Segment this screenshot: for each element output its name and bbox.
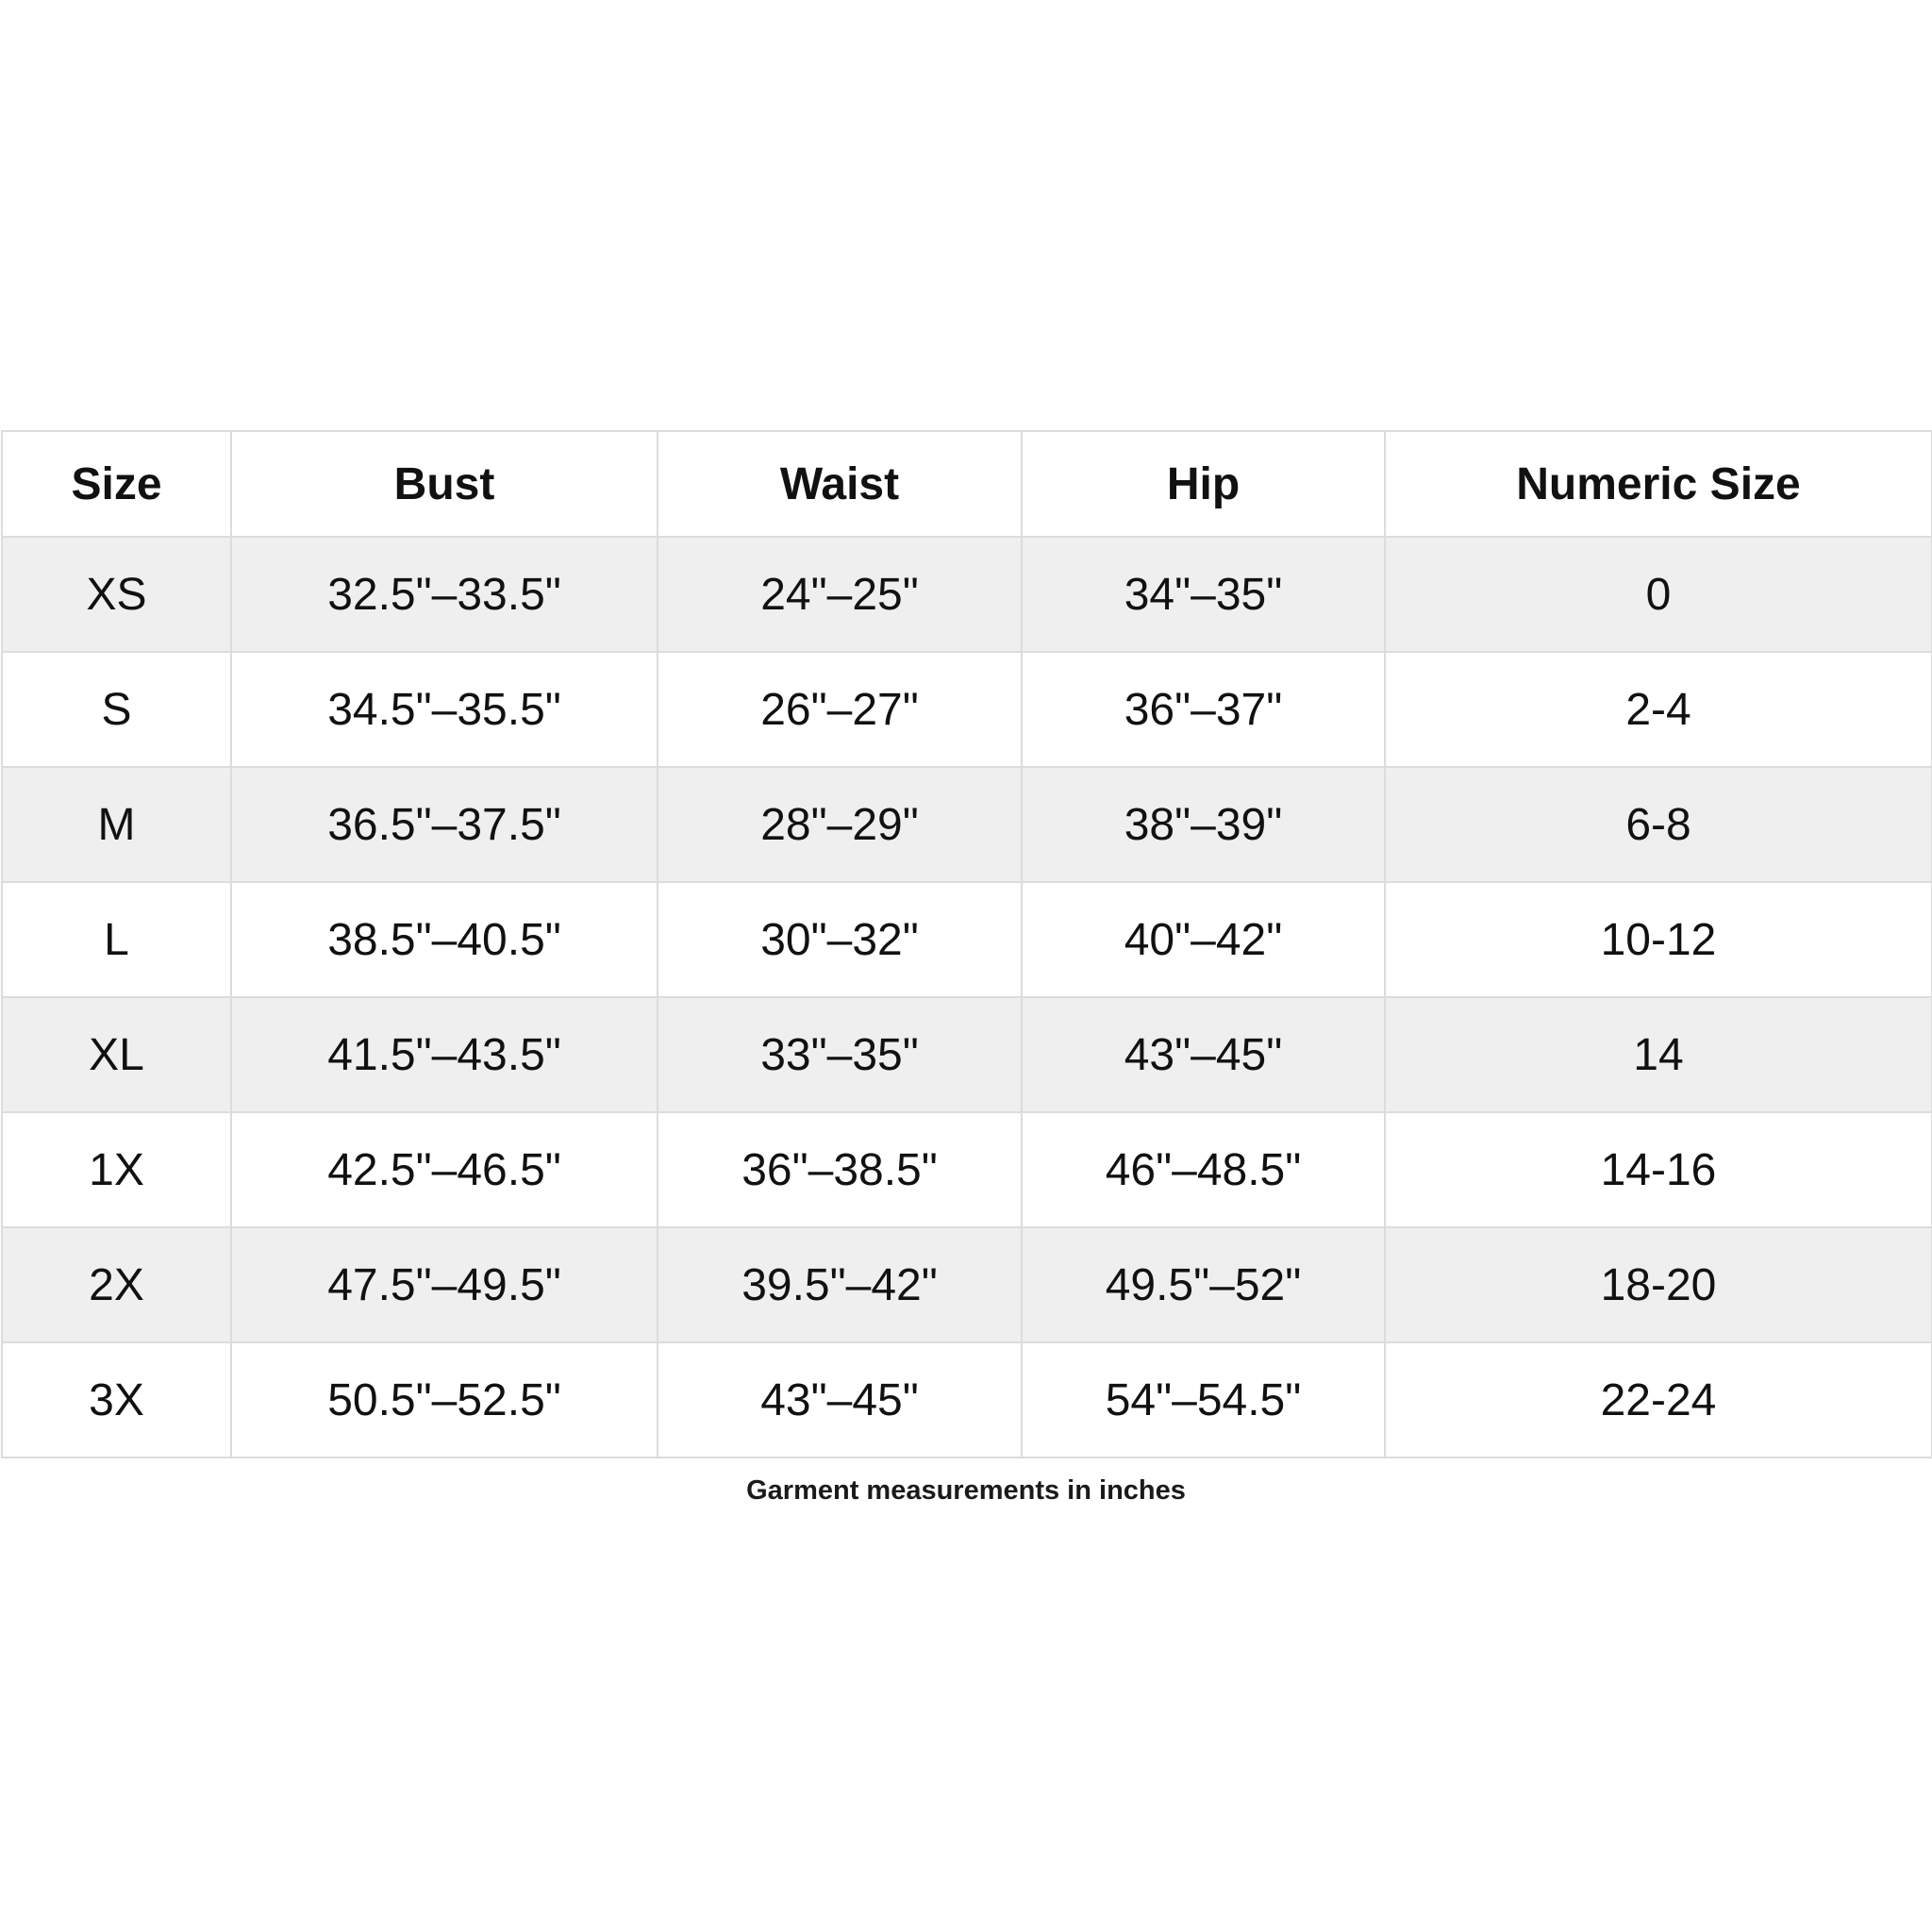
- table-row: [2, 1112, 1932, 1227]
- cell-size: M: [2, 767, 231, 882]
- cell-size: 2X: [2, 1227, 231, 1342]
- cell-bust: 47.5"–49.5": [231, 1227, 658, 1342]
- cell-waist: 33"–35": [658, 997, 1022, 1112]
- cell-hip: 49.5"–52": [1022, 1227, 1385, 1342]
- cell-size: S: [2, 652, 231, 767]
- cell-bust: 41.5"–43.5": [231, 997, 658, 1112]
- cell-hip: 34"–35": [1022, 537, 1385, 652]
- cell-hip: 46"–48.5": [1022, 1112, 1385, 1227]
- cell-numeric-size: 2-4: [1385, 652, 1932, 767]
- table-row: [2, 537, 1932, 652]
- cell-waist: 30"–32": [658, 882, 1022, 997]
- cell-waist: 26"–27": [658, 652, 1022, 767]
- cell-size: XS: [2, 537, 231, 652]
- cell-size: L: [2, 882, 231, 997]
- cell-bust: 32.5"–33.5": [231, 537, 658, 652]
- cell-hip: 38"–39": [1022, 767, 1385, 882]
- table-row: [2, 652, 1932, 767]
- cell-numeric-size: 14-16: [1385, 1112, 1932, 1227]
- table-row: [2, 1342, 1932, 1457]
- cell-bust: 34.5"–35.5": [231, 652, 658, 767]
- cell-size: XL: [2, 997, 231, 1112]
- table-row: [2, 882, 1932, 997]
- cell-hip: 43"–45": [1022, 997, 1385, 1112]
- header-waist: Waist: [658, 431, 1022, 537]
- table-row: [2, 767, 1932, 882]
- cell-bust: 50.5"–52.5": [231, 1342, 658, 1457]
- header-numeric-size: Numeric Size: [1385, 431, 1932, 537]
- cell-numeric-size: 10-12: [1385, 882, 1932, 997]
- cell-waist: 39.5"–42": [658, 1227, 1022, 1342]
- size-chart: [0, 430, 1932, 1507]
- cell-numeric-size: 6-8: [1385, 767, 1932, 882]
- cell-size: 3X: [2, 1342, 231, 1457]
- cell-size: 1X: [2, 1112, 231, 1227]
- cell-bust: 36.5"–37.5": [231, 767, 658, 882]
- header-row: [2, 431, 1932, 537]
- cell-waist: 43"–45": [658, 1342, 1022, 1457]
- cell-waist: 28"–29": [658, 767, 1022, 882]
- cell-numeric-size: 0: [1385, 537, 1932, 652]
- header-hip: Hip: [1022, 431, 1385, 537]
- cell-numeric-size: 22-24: [1385, 1342, 1932, 1457]
- table-row: [2, 1227, 1932, 1342]
- measurement-caption: Garment measurements in inches: [746, 1475, 1186, 1506]
- cell-numeric-size: 18-20: [1385, 1227, 1932, 1342]
- table-row: [2, 997, 1932, 1112]
- cell-waist: 24"–25": [658, 537, 1022, 652]
- cell-hip: 54"–54.5": [1022, 1342, 1385, 1457]
- header-size: Size: [2, 431, 231, 537]
- cell-bust: 38.5"–40.5": [231, 882, 658, 997]
- size-table: [1, 430, 1932, 1458]
- cell-bust: 42.5"–46.5": [231, 1112, 658, 1227]
- cell-waist: 36"–38.5": [658, 1112, 1022, 1227]
- cell-hip: 36"–37": [1022, 652, 1385, 767]
- header-bust: Bust: [231, 431, 658, 537]
- cell-numeric-size: 14: [1385, 997, 1932, 1112]
- cell-hip: 40"–42": [1022, 882, 1385, 997]
